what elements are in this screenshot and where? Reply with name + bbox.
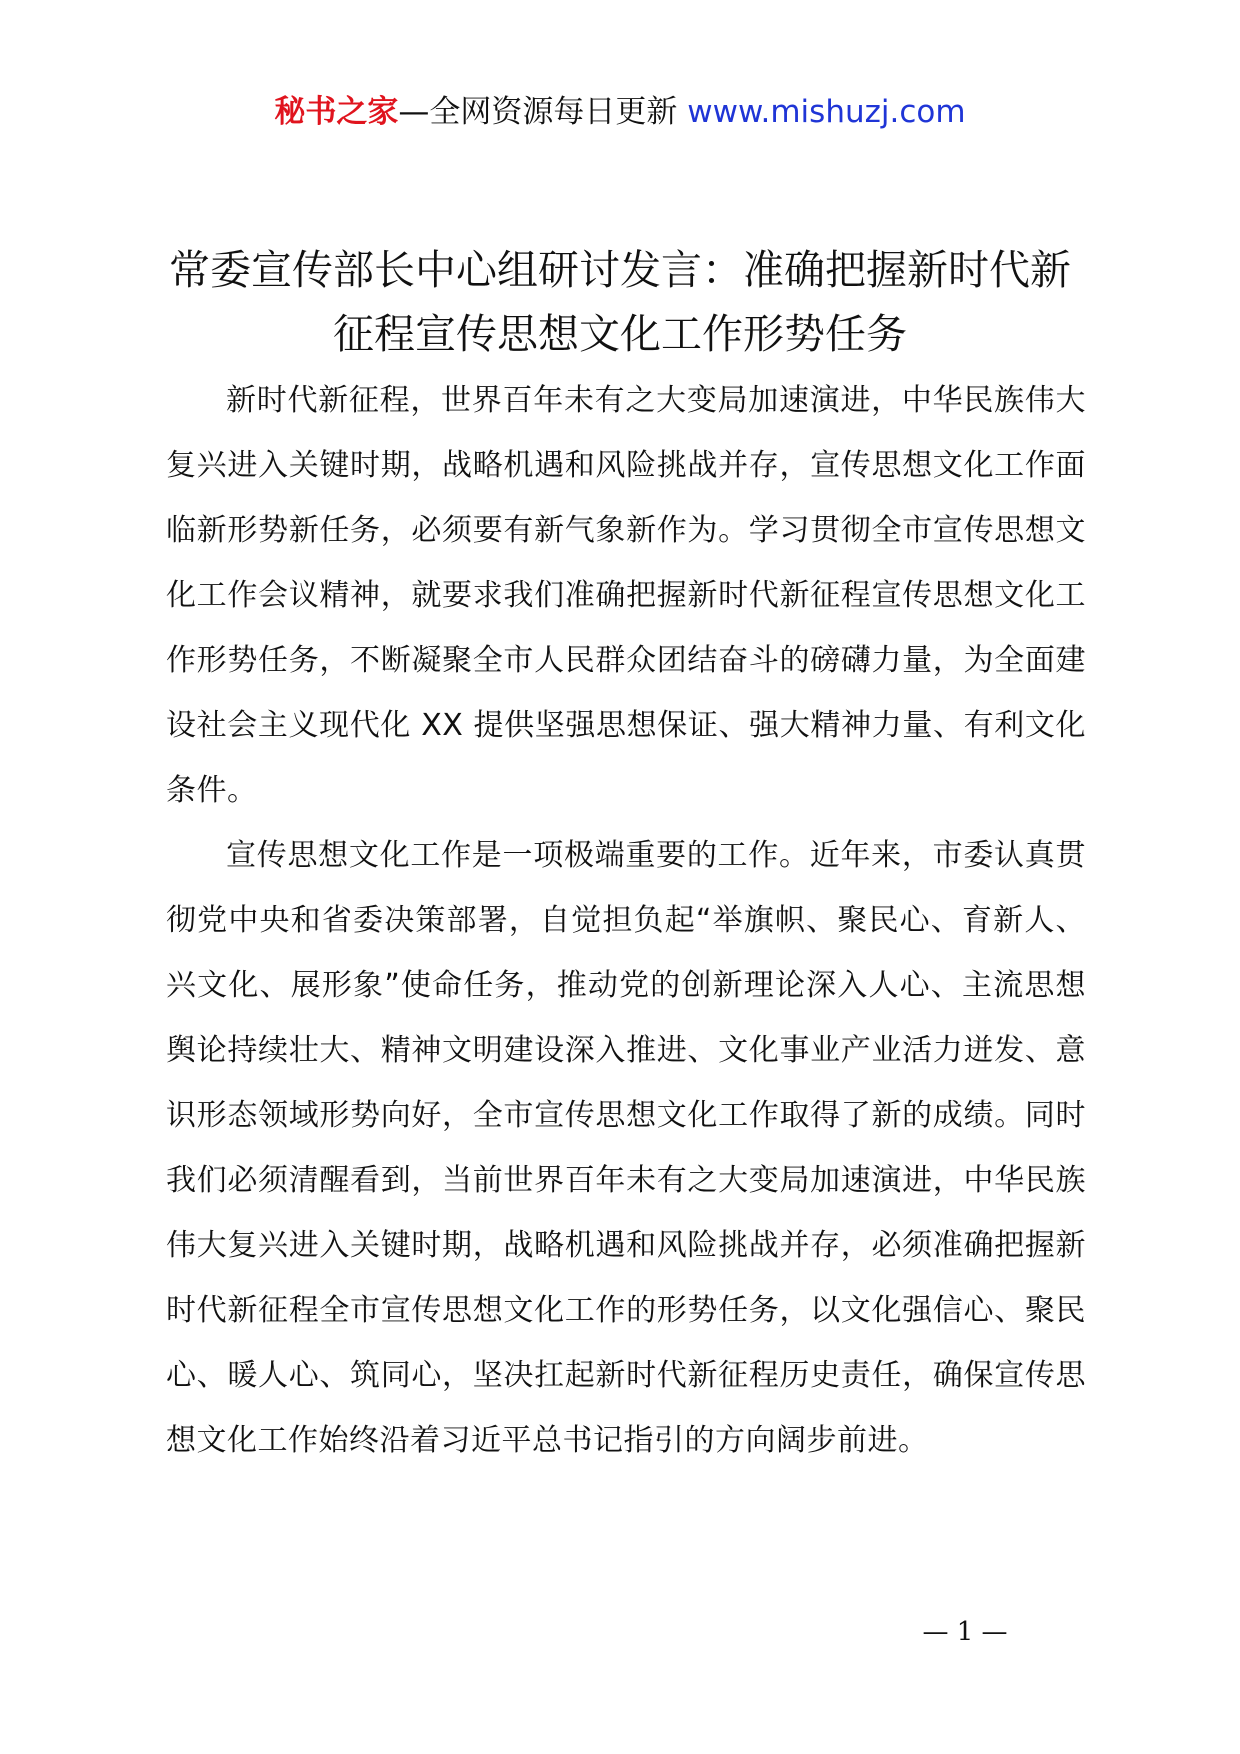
paragraph-1: 新时代新征程，世界百年未有之大变局加速演进，中华民族伟大复兴进入关键时期，战略机遇和风险挑战并存，宣传思想文化工作面临新形势新任务，必须要有新气象新作为。学习贯彻全市宣传思想文化工作会议精神，就要求我们准确把握新时代新征程宣传思想文化工作形势任务，不断凝聚全市人民群众团结奋斗的磅礴力量，为全面建设社会主义现代化 XX 提供坚强思想保证、强大精神力量、有利文化条件。 <box>166 383 1086 808</box>
site-url-link[interactable]: www.mishuzj.com <box>687 94 966 130</box>
page-number: — 1 — <box>922 1617 1008 1647</box>
paragraph-2: 宣传思想文化工作是一项极端重要的工作。近年来，市委认真贯彻党中央和省委决策部署，自觉担负起“举旗帜、聚民心、育新人、兴文化、展形象”使命任务，推动党的创新理论深入人心、主流思想舆论持续壮大、精神文明建设深入推进、文化事业产业活力迸发、意识形态领域形势向好，全市宣传思想文化工作取得了新的成绩。同时我们必须清醒看到，当前世界百年未有之大变局加速演进，中华民族伟大复兴进入关键时期，战略机遇和风险挑战并存，必须准确把握新时代新征程全市宣传思想文化工作的形势任务，以文化强信心、聚民心、暖人心、筑同心，坚决扛起新时代新征程历史责任，确保宣传思想文化工作始终沿着习近平总书记指引的方向阔步前进。 <box>166 838 1086 1458</box>
site-slogan: —全网资源每日更新 <box>398 94 678 130</box>
site-name: 秘书之家 <box>274 94 399 130</box>
document-title: 常委宣传部长中心组研讨发言：准确把握新时代新征程宣传思想文化工作形势任务 <box>169 246 1071 358</box>
site-header <box>0 92 1240 132</box>
document-body <box>166 368 1086 1473</box>
